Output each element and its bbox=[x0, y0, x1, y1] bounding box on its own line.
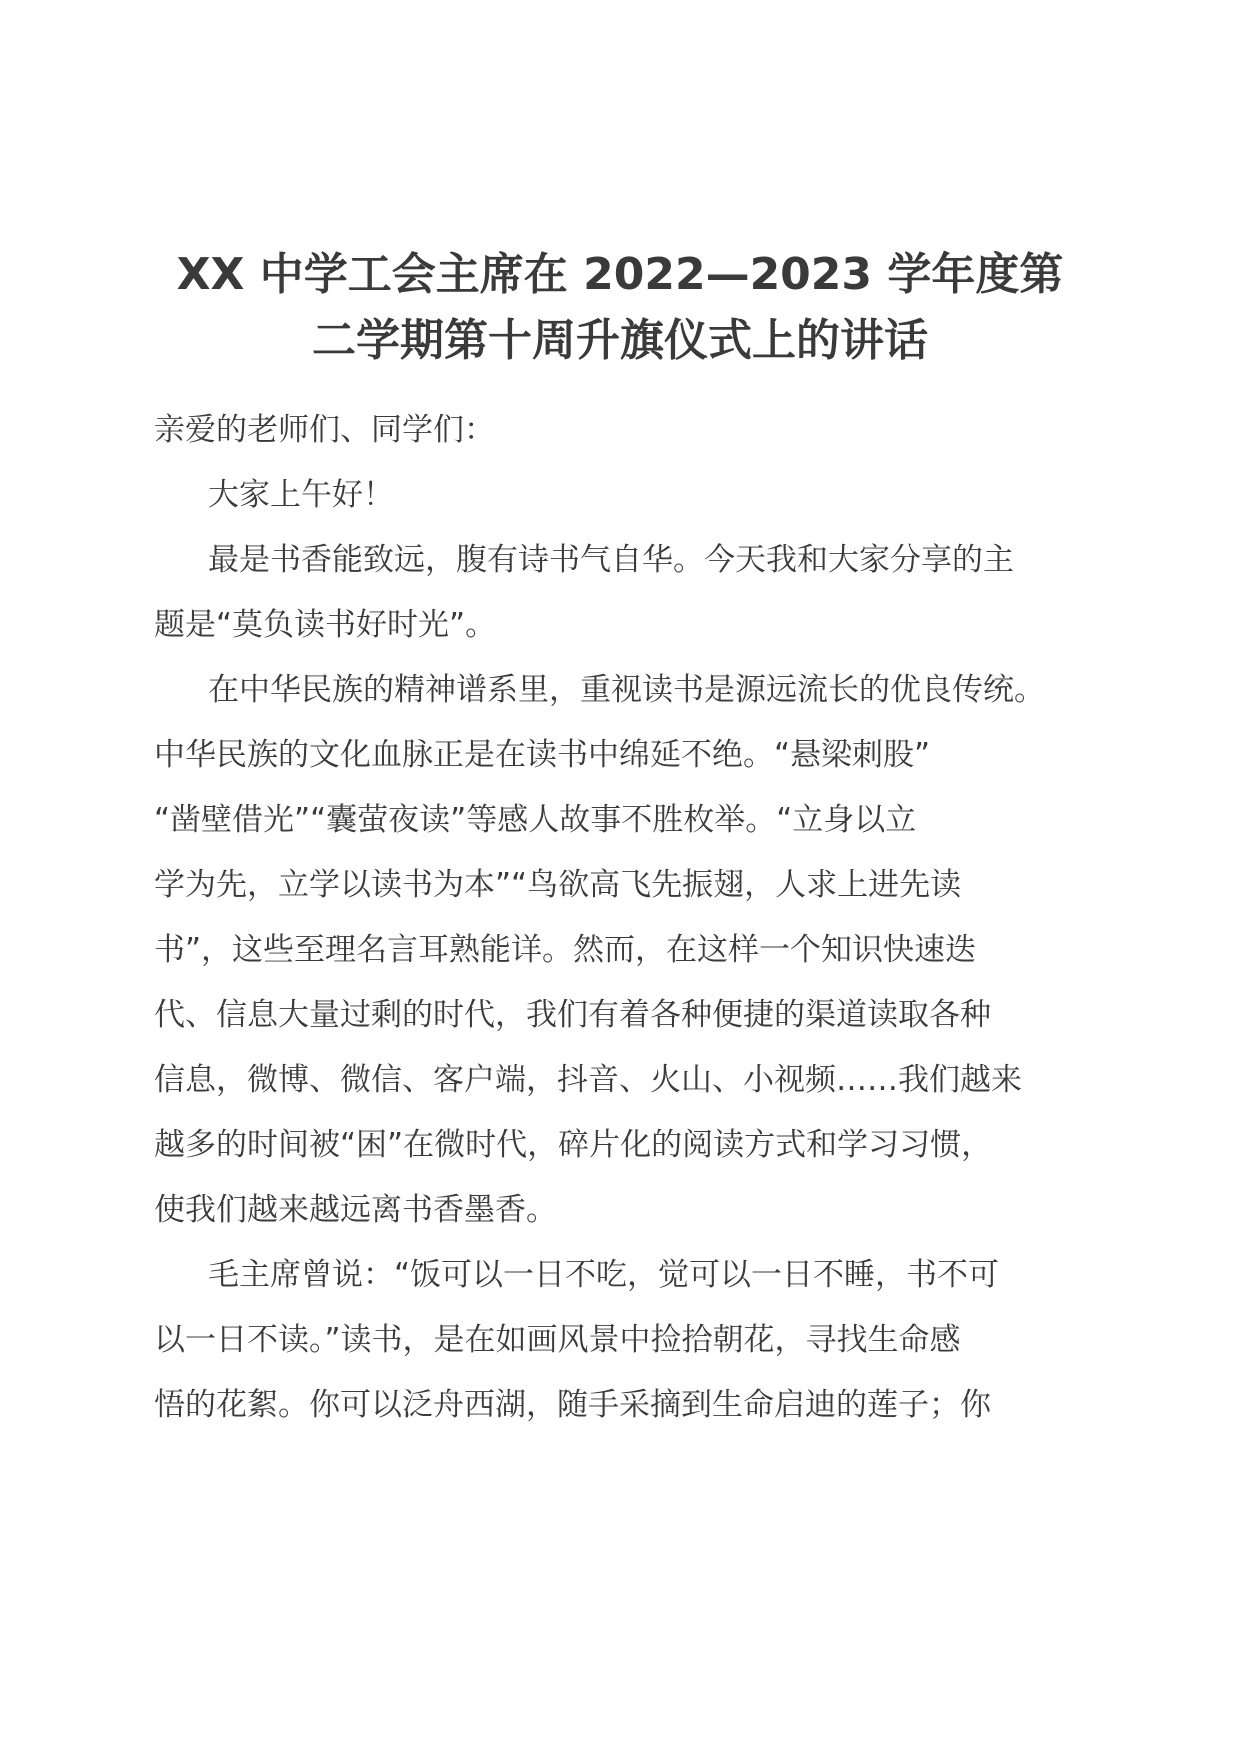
document-body bbox=[154, 398, 1098, 1438]
text-line: 最是书香能致远，腹有诗书气自华。今天我和大家分享的主 bbox=[208, 542, 1014, 578]
text-line: 题是“莫负读书好时光”。 bbox=[154, 607, 497, 643]
text-line: 越多的时间被“困”在微时代，碎片化的阅读方式和学习习惯， bbox=[154, 1127, 993, 1163]
text-line: 以一日不读。”读书，是在如画风景中捡拾朝花，寻找生命感 bbox=[154, 1322, 961, 1358]
salutation-paragraph bbox=[154, 398, 1098, 463]
text-line: 亲爱的老师们、同学们： bbox=[154, 412, 495, 448]
text-line: 毛主席曾说：“饭可以一日不吃，觉可以一日不睡，书不可 bbox=[208, 1257, 1000, 1293]
text-line: 在中华民族的精神谱系里，重视读书是源远流长的优良传统。 bbox=[208, 672, 1045, 708]
text-line: 信息，微博、微信、客户端，抖音、火山、小视频……我们越来 bbox=[154, 1062, 1022, 1098]
tradition-paragraph bbox=[154, 658, 1098, 1243]
text-line: 悟的花絮。你可以泛舟西湖，随手采摘到生命启迪的莲子；你 bbox=[154, 1387, 991, 1423]
greeting-paragraph bbox=[154, 463, 1098, 528]
text-line: 学为先，立学以读书为本”“鸟欲高飞先振翅，人求上进先读 bbox=[154, 867, 962, 903]
title-line-1: XX 中学工会主席在 2022—2023 学年度第 bbox=[176, 249, 1064, 300]
topic-paragraph bbox=[154, 528, 1098, 658]
document-title bbox=[150, 242, 1090, 374]
title-line-2: 二学期第十周升旗仪式上的讲话 bbox=[312, 315, 928, 366]
text-line: 书”，这些至理名言耳熟能详。然而，在这样一个知识快速迭 bbox=[154, 932, 977, 968]
text-line: 中华民族的文化血脉正是在读书中绵延不绝。“悬梁刺股” bbox=[154, 737, 931, 773]
text-line: “凿壁借光”“囊萤夜读”等感人故事不胜枚举。“立身以立 bbox=[154, 802, 917, 838]
text-line: 代、信息大量过剩的时代，我们有着各种便捷的渠道读取各种 bbox=[154, 997, 991, 1033]
quote-paragraph bbox=[154, 1243, 1098, 1438]
text-line: 大家上午好！ bbox=[208, 477, 394, 513]
text-line: 使我们越来越远离书香墨香。 bbox=[154, 1192, 557, 1228]
